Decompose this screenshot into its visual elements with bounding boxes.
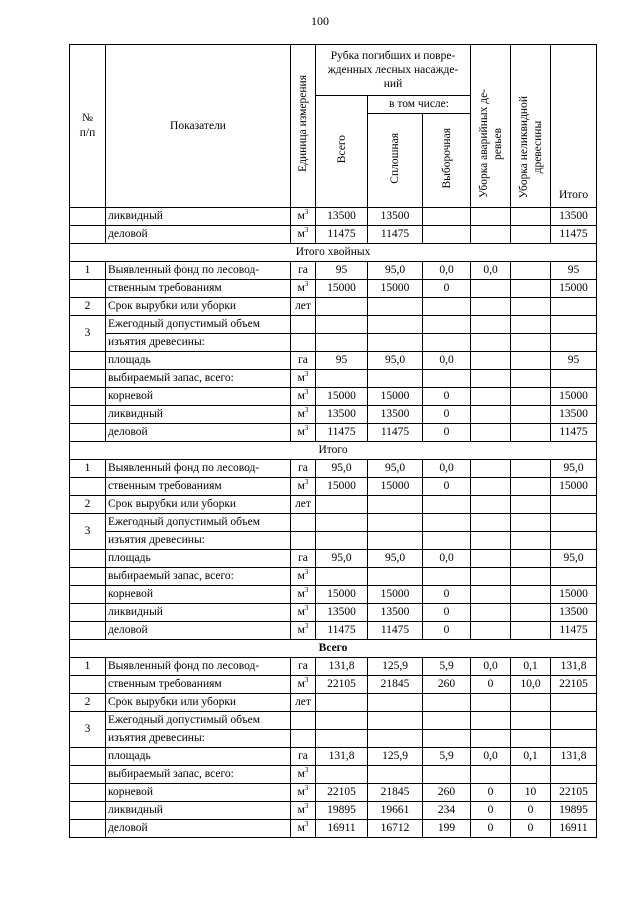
value-cell: 11475 — [316, 226, 368, 244]
unit-cell: лет — [291, 496, 316, 514]
value-cell: 260 — [423, 784, 471, 802]
value-cell: 13500 — [316, 406, 368, 424]
table-row — [70, 820, 597, 838]
table-row — [70, 388, 597, 406]
row-number: 2 — [70, 298, 106, 316]
row-label: Выявленный фонд по лесовод- — [106, 460, 291, 478]
table-row — [70, 334, 597, 352]
unit-cell: $м^3$ — [291, 802, 316, 820]
row-number: 2 — [70, 694, 106, 712]
value-cell: 22105 — [551, 784, 597, 802]
row-label: площадь — [106, 748, 291, 766]
unit-cell: $м^3$ — [291, 226, 316, 244]
value-cell — [471, 460, 511, 478]
table-row — [70, 676, 597, 694]
value-cell: 131,8 — [316, 658, 368, 676]
table-row — [70, 352, 597, 370]
value-cell: 0,0 — [471, 262, 511, 280]
table-row — [70, 730, 597, 748]
value-cell: 13500 — [551, 406, 597, 424]
value-cell: 95 — [551, 352, 597, 370]
value-cell: 15000 — [551, 280, 597, 298]
value-cell: 95 — [551, 262, 597, 280]
value-cell: 0 — [423, 586, 471, 604]
row-label: ственным требованиям — [106, 676, 291, 694]
row-number: 1 — [70, 460, 106, 478]
value-cell: 21845 — [368, 676, 423, 694]
table-row — [70, 298, 597, 316]
value-cell — [511, 280, 551, 298]
value-cell: 13500 — [368, 208, 423, 226]
row-label: выбираемый запас, всего: — [106, 766, 291, 784]
value-cell: 22105 — [316, 784, 368, 802]
row-label: Ежегодный допустимый объем — [106, 514, 291, 532]
table-row — [70, 694, 597, 712]
row-label: Срок вырубки или уборки — [106, 694, 291, 712]
header-group: Рубка погибших и повре- жденных лесных насажде- ний — [316, 45, 471, 96]
section-title: Всего — [70, 640, 597, 658]
value-cell: 11475 — [551, 424, 597, 442]
table-row — [70, 550, 597, 568]
value-cell: 15000 — [368, 478, 423, 496]
value-cell: 260 — [423, 676, 471, 694]
table-row — [70, 280, 597, 298]
value-cell: 15000 — [316, 388, 368, 406]
value-cell — [511, 406, 551, 424]
table-row — [70, 784, 597, 802]
unit-cell: га — [291, 550, 316, 568]
page-number: 100 — [311, 14, 329, 28]
value-cell: 16712 — [368, 820, 423, 838]
value-cell: 22105 — [551, 676, 597, 694]
row-label: Ежегодный допустимый объем — [106, 712, 291, 730]
value-cell: 15000 — [551, 478, 597, 496]
value-cell: 0,0 — [471, 748, 511, 766]
table-row — [70, 532, 597, 550]
header-clear: Сплошная — [368, 114, 423, 208]
value-cell — [471, 280, 511, 298]
table-row — [70, 748, 597, 766]
section-title: Итого — [70, 442, 597, 460]
unit-cell: $м^3$ — [291, 478, 316, 496]
unit-cell: $м^3$ — [291, 424, 316, 442]
row-number: 1 — [70, 262, 106, 280]
table-row — [70, 514, 597, 532]
value-cell: 0,0 — [423, 352, 471, 370]
value-cell — [511, 550, 551, 568]
value-cell: 0,0 — [471, 658, 511, 676]
header-illiquid: Уборка неликвидной древесины — [511, 45, 551, 208]
value-cell: 0 — [423, 406, 471, 424]
value-cell: 0 — [423, 478, 471, 496]
value-cell: 0 — [423, 622, 471, 640]
value-cell: 0,0 — [423, 460, 471, 478]
value-cell: 15000 — [368, 388, 423, 406]
value-cell: 95,0 — [316, 460, 368, 478]
value-cell: 15000 — [368, 280, 423, 298]
table-row — [70, 262, 597, 280]
row-label: деловой — [106, 622, 291, 640]
value-cell: 0 — [423, 604, 471, 622]
table-row — [70, 766, 597, 784]
value-cell: 95,0 — [551, 460, 597, 478]
unit-cell: $м^3$ — [291, 586, 316, 604]
value-cell — [471, 352, 511, 370]
value-cell: 13500 — [368, 406, 423, 424]
table-row — [70, 802, 597, 820]
value-cell: 0 — [423, 280, 471, 298]
value-cell: 13500 — [551, 208, 597, 226]
unit-cell: га — [291, 748, 316, 766]
value-cell: 131,8 — [551, 658, 597, 676]
value-cell: 234 — [423, 802, 471, 820]
header-total: Всего — [316, 96, 368, 208]
unit-cell: $м^3$ — [291, 406, 316, 424]
row-label: корневой — [106, 784, 291, 802]
unit-cell: $м^3$ — [291, 820, 316, 838]
row-label: изъятия древесины: — [106, 730, 291, 748]
table-row — [70, 622, 597, 640]
section-title: Итого хвойных — [70, 244, 597, 262]
value-cell: 15000 — [368, 586, 423, 604]
value-cell: 0 — [511, 802, 551, 820]
value-cell — [471, 406, 511, 424]
value-cell: 125,9 — [368, 748, 423, 766]
value-cell — [511, 388, 551, 406]
row-label: изъятия древесины: — [106, 334, 291, 352]
value-cell — [471, 550, 511, 568]
value-cell: 13500 — [316, 208, 368, 226]
value-cell: 19895 — [551, 802, 597, 820]
value-cell — [511, 622, 551, 640]
value-cell: 95,0 — [368, 550, 423, 568]
value-cell — [511, 352, 551, 370]
value-cell: 10 — [511, 784, 551, 802]
row-label: выбираемый запас, всего: — [106, 568, 291, 586]
row-label: Выявленный фонд по лесовод- — [106, 262, 291, 280]
value-cell: 15000 — [551, 586, 597, 604]
value-cell: 95,0 — [316, 550, 368, 568]
row-label: ликвидный — [106, 604, 291, 622]
header-num: № п/п — [70, 45, 106, 208]
row-number: 1 — [70, 658, 106, 676]
row-label: площадь — [106, 550, 291, 568]
row-label: ственным требованиям — [106, 280, 291, 298]
value-cell: 11475 — [368, 424, 423, 442]
row-label: Срок вырубки или уборки — [106, 496, 291, 514]
value-cell: 0,1 — [511, 658, 551, 676]
table-row — [70, 370, 597, 388]
unit-cell: лет — [291, 298, 316, 316]
value-cell: 95 — [316, 352, 368, 370]
unit-cell: $м^3$ — [291, 280, 316, 298]
value-cell: 15000 — [316, 280, 368, 298]
row-number: 3 — [70, 514, 106, 550]
section-title-row — [70, 640, 597, 658]
value-cell: 131,8 — [551, 748, 597, 766]
value-cell: 21845 — [368, 784, 423, 802]
unit-cell: $м^3$ — [291, 388, 316, 406]
value-cell: 19895 — [316, 802, 368, 820]
unit-cell: га — [291, 658, 316, 676]
row-label: Ежегодный допустимый объем — [106, 316, 291, 334]
row-label: корневой — [106, 586, 291, 604]
value-cell — [471, 604, 511, 622]
table-row — [70, 712, 597, 730]
value-cell: 131,8 — [316, 748, 368, 766]
value-cell: 0 — [511, 820, 551, 838]
value-cell — [511, 424, 551, 442]
value-cell: 19661 — [368, 802, 423, 820]
value-cell: 13500 — [551, 604, 597, 622]
row-label: выбираемый запас, всего: — [106, 370, 291, 388]
row-label: Срок вырубки или уборки — [106, 298, 291, 316]
table-row — [70, 604, 597, 622]
value-cell: 15000 — [316, 478, 368, 496]
table-row — [70, 658, 597, 676]
row-label: площадь — [106, 352, 291, 370]
value-cell — [471, 478, 511, 496]
value-cell: 0 — [423, 424, 471, 442]
value-cell: 125,9 — [368, 658, 423, 676]
unit-cell: $м^3$ — [291, 604, 316, 622]
value-cell: 15000 — [551, 388, 597, 406]
value-cell: 0 — [471, 784, 511, 802]
value-cell: 95,0 — [551, 550, 597, 568]
section-title-row — [70, 244, 597, 262]
row-label: ликвидный — [106, 208, 291, 226]
value-cell: 13500 — [316, 604, 368, 622]
value-cell: 0,1 — [511, 748, 551, 766]
row-label: ственным требованиям — [106, 478, 291, 496]
value-cell: 199 — [423, 820, 471, 838]
value-cell — [471, 424, 511, 442]
row-label: ликвидный — [106, 406, 291, 424]
value-cell — [511, 604, 551, 622]
row-label: изъятия древесины: — [106, 532, 291, 550]
value-cell — [511, 586, 551, 604]
unit-cell: $м^3$ — [291, 370, 316, 388]
unit-cell: $м^3$ — [291, 568, 316, 586]
table-row — [70, 460, 597, 478]
value-cell: 16911 — [551, 820, 597, 838]
unit-cell: $м^3$ — [291, 208, 316, 226]
value-cell: 0 — [471, 820, 511, 838]
value-cell — [511, 478, 551, 496]
value-cell: 10,0 — [511, 676, 551, 694]
unit-cell: $м^3$ — [291, 784, 316, 802]
table-row — [70, 586, 597, 604]
value-cell: 13500 — [368, 604, 423, 622]
table-header — [70, 45, 597, 208]
value-cell: 22105 — [316, 676, 368, 694]
row-label: деловой — [106, 820, 291, 838]
value-cell: 11475 — [316, 622, 368, 640]
value-cell: 5,9 — [423, 748, 471, 766]
unit-cell: га — [291, 460, 316, 478]
value-cell: 16911 — [316, 820, 368, 838]
value-cell: 0 — [471, 802, 511, 820]
table-row — [70, 478, 597, 496]
value-cell: 95,0 — [368, 460, 423, 478]
value-cell — [471, 622, 511, 640]
value-cell: 95,0 — [368, 352, 423, 370]
value-cell: 0 — [423, 388, 471, 406]
section-title-row — [70, 442, 597, 460]
value-cell — [511, 460, 551, 478]
value-cell: 11475 — [316, 424, 368, 442]
unit-cell: $м^3$ — [291, 622, 316, 640]
header-selective: Выборочная — [423, 114, 471, 208]
row-label: корневой — [106, 388, 291, 406]
row-number: 3 — [70, 712, 106, 748]
row-label: ликвидный — [106, 802, 291, 820]
value-cell: 11475 — [551, 226, 597, 244]
unit-cell: га — [291, 262, 316, 280]
table-row — [70, 316, 597, 334]
value-cell: 0,0 — [423, 262, 471, 280]
forest-table — [69, 44, 597, 838]
value-cell — [471, 388, 511, 406]
header-emergency: Уборка аварийных де- ревьев — [471, 45, 511, 208]
table-row — [70, 208, 597, 226]
unit-cell: лет — [291, 694, 316, 712]
row-label: деловой — [106, 226, 291, 244]
value-cell: 95,0 — [368, 262, 423, 280]
header-including: в том числе: — [368, 96, 471, 114]
value-cell: 0,0 — [423, 550, 471, 568]
row-number: 3 — [70, 316, 106, 352]
table-row — [70, 568, 597, 586]
row-number: 2 — [70, 496, 106, 514]
row-label: деловой — [106, 424, 291, 442]
row-label: Выявленный фонд по лесовод- — [106, 658, 291, 676]
value-cell: 15000 — [316, 586, 368, 604]
unit-cell: $м^3$ — [291, 676, 316, 694]
table-row — [70, 496, 597, 514]
header-unit: Единица измерения — [291, 45, 316, 208]
table-row — [70, 424, 597, 442]
value-cell — [511, 262, 551, 280]
value-cell: 0 — [471, 676, 511, 694]
table-row — [70, 226, 597, 244]
value-cell: 11475 — [368, 226, 423, 244]
table-body — [70, 208, 597, 838]
unit-cell: $м^3$ — [291, 766, 316, 784]
table-row — [70, 406, 597, 424]
value-cell: 5,9 — [423, 658, 471, 676]
value-cell: 11475 — [551, 622, 597, 640]
header-indicators: Показатели — [106, 45, 291, 208]
value-cell: 95 — [316, 262, 368, 280]
unit-cell: га — [291, 352, 316, 370]
header-itogo: Итого — [551, 45, 597, 208]
value-cell — [471, 586, 511, 604]
value-cell: 11475 — [368, 622, 423, 640]
